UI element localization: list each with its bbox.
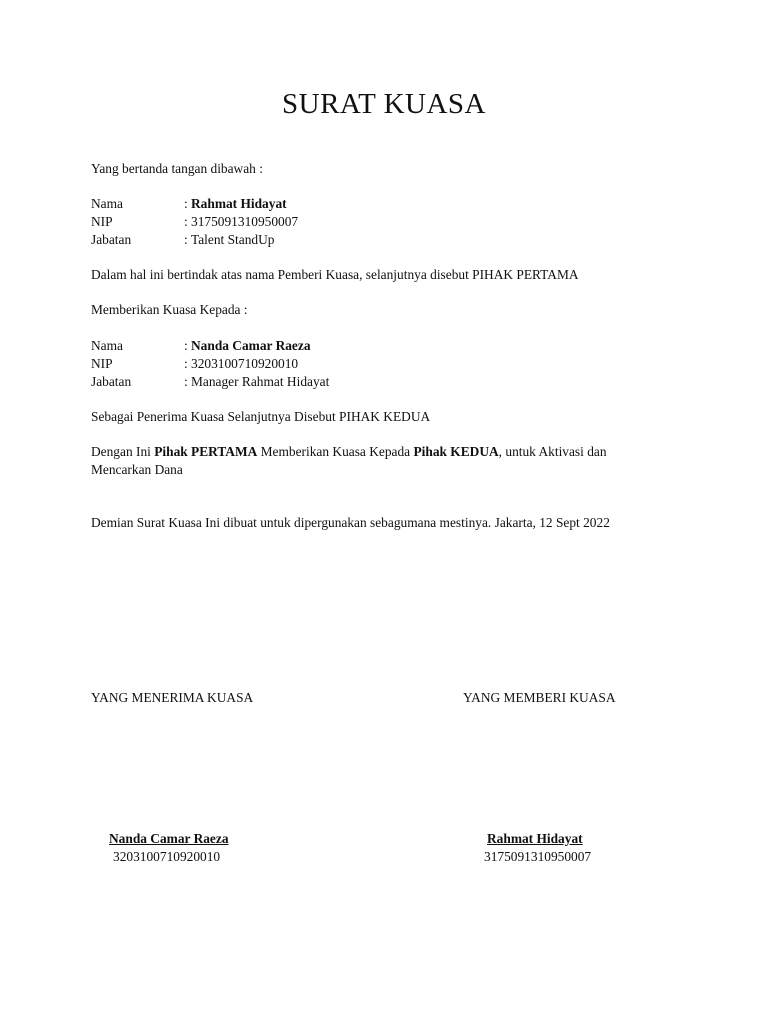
grantee-name-separator: :: [184, 338, 188, 353]
grantor-name-separator: :: [184, 196, 188, 211]
giver-signature-name: Rahmat Hidayat: [487, 831, 583, 846]
purpose-part-3: , untuk Aktivasi dan Mencarkan Dana: [91, 444, 607, 477]
grantor-position-separator: :: [184, 232, 188, 247]
grantor-name-label: Nama: [91, 196, 123, 211]
document-title: SURAT KUASA: [282, 88, 486, 120]
grantee-nip-value: 3203100710920010: [191, 356, 299, 371]
grantor-nip-row: [91, 213, 298, 231]
grantee-position-separator: :: [184, 374, 188, 389]
purpose-bold-1: Pihak PERTAMA: [154, 444, 258, 459]
grantee-nip-row: [91, 355, 298, 373]
grantor-position-row: [91, 231, 274, 249]
grantee-nip-label: NIP: [91, 356, 113, 371]
grantor-nip-label: NIP: [91, 214, 113, 229]
grantee-position-label: Jabatan: [91, 374, 132, 389]
purpose-part-2: Memberikan Kuasa Kepada: [257, 444, 414, 459]
grantee-position-row: [91, 373, 329, 391]
grantor-position-value: Talent StandUp: [191, 232, 275, 247]
grantee-name-label: Nama: [91, 338, 123, 353]
grantor-nip-separator: :: [184, 214, 188, 229]
grantor-nip-value: 3175091310950007: [191, 214, 299, 229]
grantee-statement: Sebagai Penerima Kuasa Selanjutnya Disebut PIHAK KEDUA: [91, 409, 431, 424]
intro-text: Yang bertanda tangan dibawah :: [91, 161, 263, 176]
purpose-paragraph: [91, 443, 651, 479]
receiver-heading: YANG MENERIMA KUASA: [91, 690, 254, 705]
grantee-nip-separator: :: [184, 356, 188, 371]
receiver-signature-nip: 3203100710920010: [113, 849, 221, 864]
grantor-name-value: Rahmat Hidayat: [191, 196, 287, 211]
grantee-name-value: Nanda Camar Raeza: [191, 338, 311, 353]
grantor-name-row: [91, 195, 287, 213]
grantor-statement: Dalam hal ini bertindak atas nama Pemberi Kuasa, selanjutnya disebut PIHAK PERTAMA: [91, 267, 579, 282]
closing-statement: Demian Surat Kuasa Ini dibuat untuk dipergunakan sebagumana mestinya. Jakarta, 12 Sept 2022: [91, 515, 610, 530]
grant-intro: Memberikan Kuasa Kepada :: [91, 302, 248, 317]
grantee-position-value: Manager Rahmat Hidayat: [191, 374, 330, 389]
grantor-position-label: Jabatan: [91, 232, 132, 247]
giver-signature-nip: 3175091310950007: [484, 849, 592, 864]
purpose-part-1: Dengan Ini: [91, 444, 155, 459]
giver-heading: YANG MEMBERI KUASA: [463, 690, 616, 705]
grantee-name-row: [91, 337, 311, 355]
purpose-bold-2: Pihak KEDUA: [413, 444, 499, 459]
receiver-signature-name: Nanda Camar Raeza: [109, 831, 229, 846]
